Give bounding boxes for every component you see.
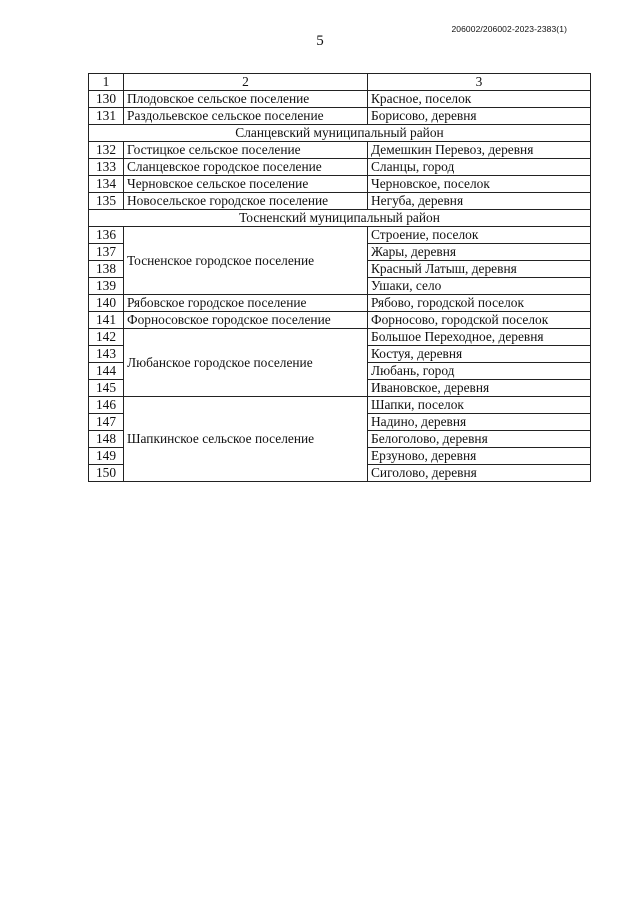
row-number: 146 — [89, 397, 124, 414]
row-number: 130 — [89, 91, 124, 108]
settlement-name: Форносово, городской поселок — [368, 312, 591, 329]
settlement-name: Строение, поселок — [368, 227, 591, 244]
table-row — [89, 227, 591, 244]
row-number: 133 — [89, 159, 124, 176]
table-row — [89, 176, 591, 193]
row-number: 141 — [89, 312, 124, 329]
row-number: 140 — [89, 295, 124, 312]
table-row — [89, 397, 591, 414]
settlement-name: Черновское, поселок — [368, 176, 591, 193]
row-number: 137 — [89, 244, 124, 261]
settlement-name: Белоголово, деревня — [368, 431, 591, 448]
municipality-name: Гостицкое сельское поселение — [124, 142, 368, 159]
row-number: 139 — [89, 278, 124, 295]
settlement-name: Борисово, деревня — [368, 108, 591, 125]
settlement-name: Ушаки, село — [368, 278, 591, 295]
row-number: 132 — [89, 142, 124, 159]
municipality-name: Плодовское сельское поселение — [124, 91, 368, 108]
settlement-name: Любань, город — [368, 363, 591, 380]
settlement-name: Сиголово, деревня — [368, 465, 591, 482]
municipality-name: Форносовское городское поселение — [124, 312, 368, 329]
settlements-table — [88, 73, 591, 482]
district-name: Тосненский муниципальный район — [89, 210, 591, 227]
municipality-name: Шапкинское сельское поселение — [124, 397, 368, 482]
settlement-name: Демешкин Перевоз, деревня — [368, 142, 591, 159]
row-number: 131 — [89, 108, 124, 125]
table-row — [89, 91, 591, 108]
row-number: 134 — [89, 176, 124, 193]
settlement-name: Жары, деревня — [368, 244, 591, 261]
row-number: 138 — [89, 261, 124, 278]
settlement-name: Костуя, деревня — [368, 346, 591, 363]
row-number: 145 — [89, 380, 124, 397]
settlement-name: Красное, поселок — [368, 91, 591, 108]
page-number: 5 — [316, 33, 324, 49]
table-row — [89, 108, 591, 125]
row-number: 150 — [89, 465, 124, 482]
row-number: 136 — [89, 227, 124, 244]
municipality-name: Новосельское городское поселение — [124, 193, 368, 210]
table-row — [89, 193, 591, 210]
settlement-name: Надино, деревня — [368, 414, 591, 431]
municipality-name: Тосненское городское поселение — [124, 227, 368, 295]
column-header-settlement: 3 — [368, 74, 591, 91]
municipality-name: Черновское сельское поселение — [124, 176, 368, 193]
row-number: 149 — [89, 448, 124, 465]
row-number: 142 — [89, 329, 124, 346]
settlement-name: Рябово, городской поселок — [368, 295, 591, 312]
row-number: 144 — [89, 363, 124, 380]
table-row — [89, 329, 591, 346]
table-row — [89, 295, 591, 312]
table-body — [89, 74, 591, 482]
settlement-name: Ерзуново, деревня — [368, 448, 591, 465]
settlement-name: Ивановское, деревня — [368, 380, 591, 397]
table-row — [89, 142, 591, 159]
table-header-row — [89, 74, 591, 91]
district-header-row — [89, 125, 591, 142]
row-number: 143 — [89, 346, 124, 363]
column-header-municipality: 2 — [124, 74, 368, 91]
column-header-number: 1 — [89, 74, 124, 91]
municipality-name: Раздольевское сельское поселение — [124, 108, 368, 125]
table-row — [89, 312, 591, 329]
row-number: 148 — [89, 431, 124, 448]
municipality-name: Рябовское городское поселение — [124, 295, 368, 312]
table-row — [89, 159, 591, 176]
settlement-name: Большое Переходное, деревня — [368, 329, 591, 346]
settlement-name: Шапки, поселок — [368, 397, 591, 414]
district-header-row — [89, 210, 591, 227]
municipality-name: Сланцевское городское поселение — [124, 159, 368, 176]
settlement-name: Негуба, деревня — [368, 193, 591, 210]
district-name: Сланцевский муниципальный район — [89, 125, 591, 142]
settlement-name: Красный Латыш, деревня — [368, 261, 591, 278]
document-code: 206002/206002-2023-2383(1) — [451, 24, 567, 34]
row-number: 135 — [89, 193, 124, 210]
row-number: 147 — [89, 414, 124, 431]
municipality-name: Любанское городское поселение — [124, 329, 368, 397]
settlement-name: Сланцы, город — [368, 159, 591, 176]
